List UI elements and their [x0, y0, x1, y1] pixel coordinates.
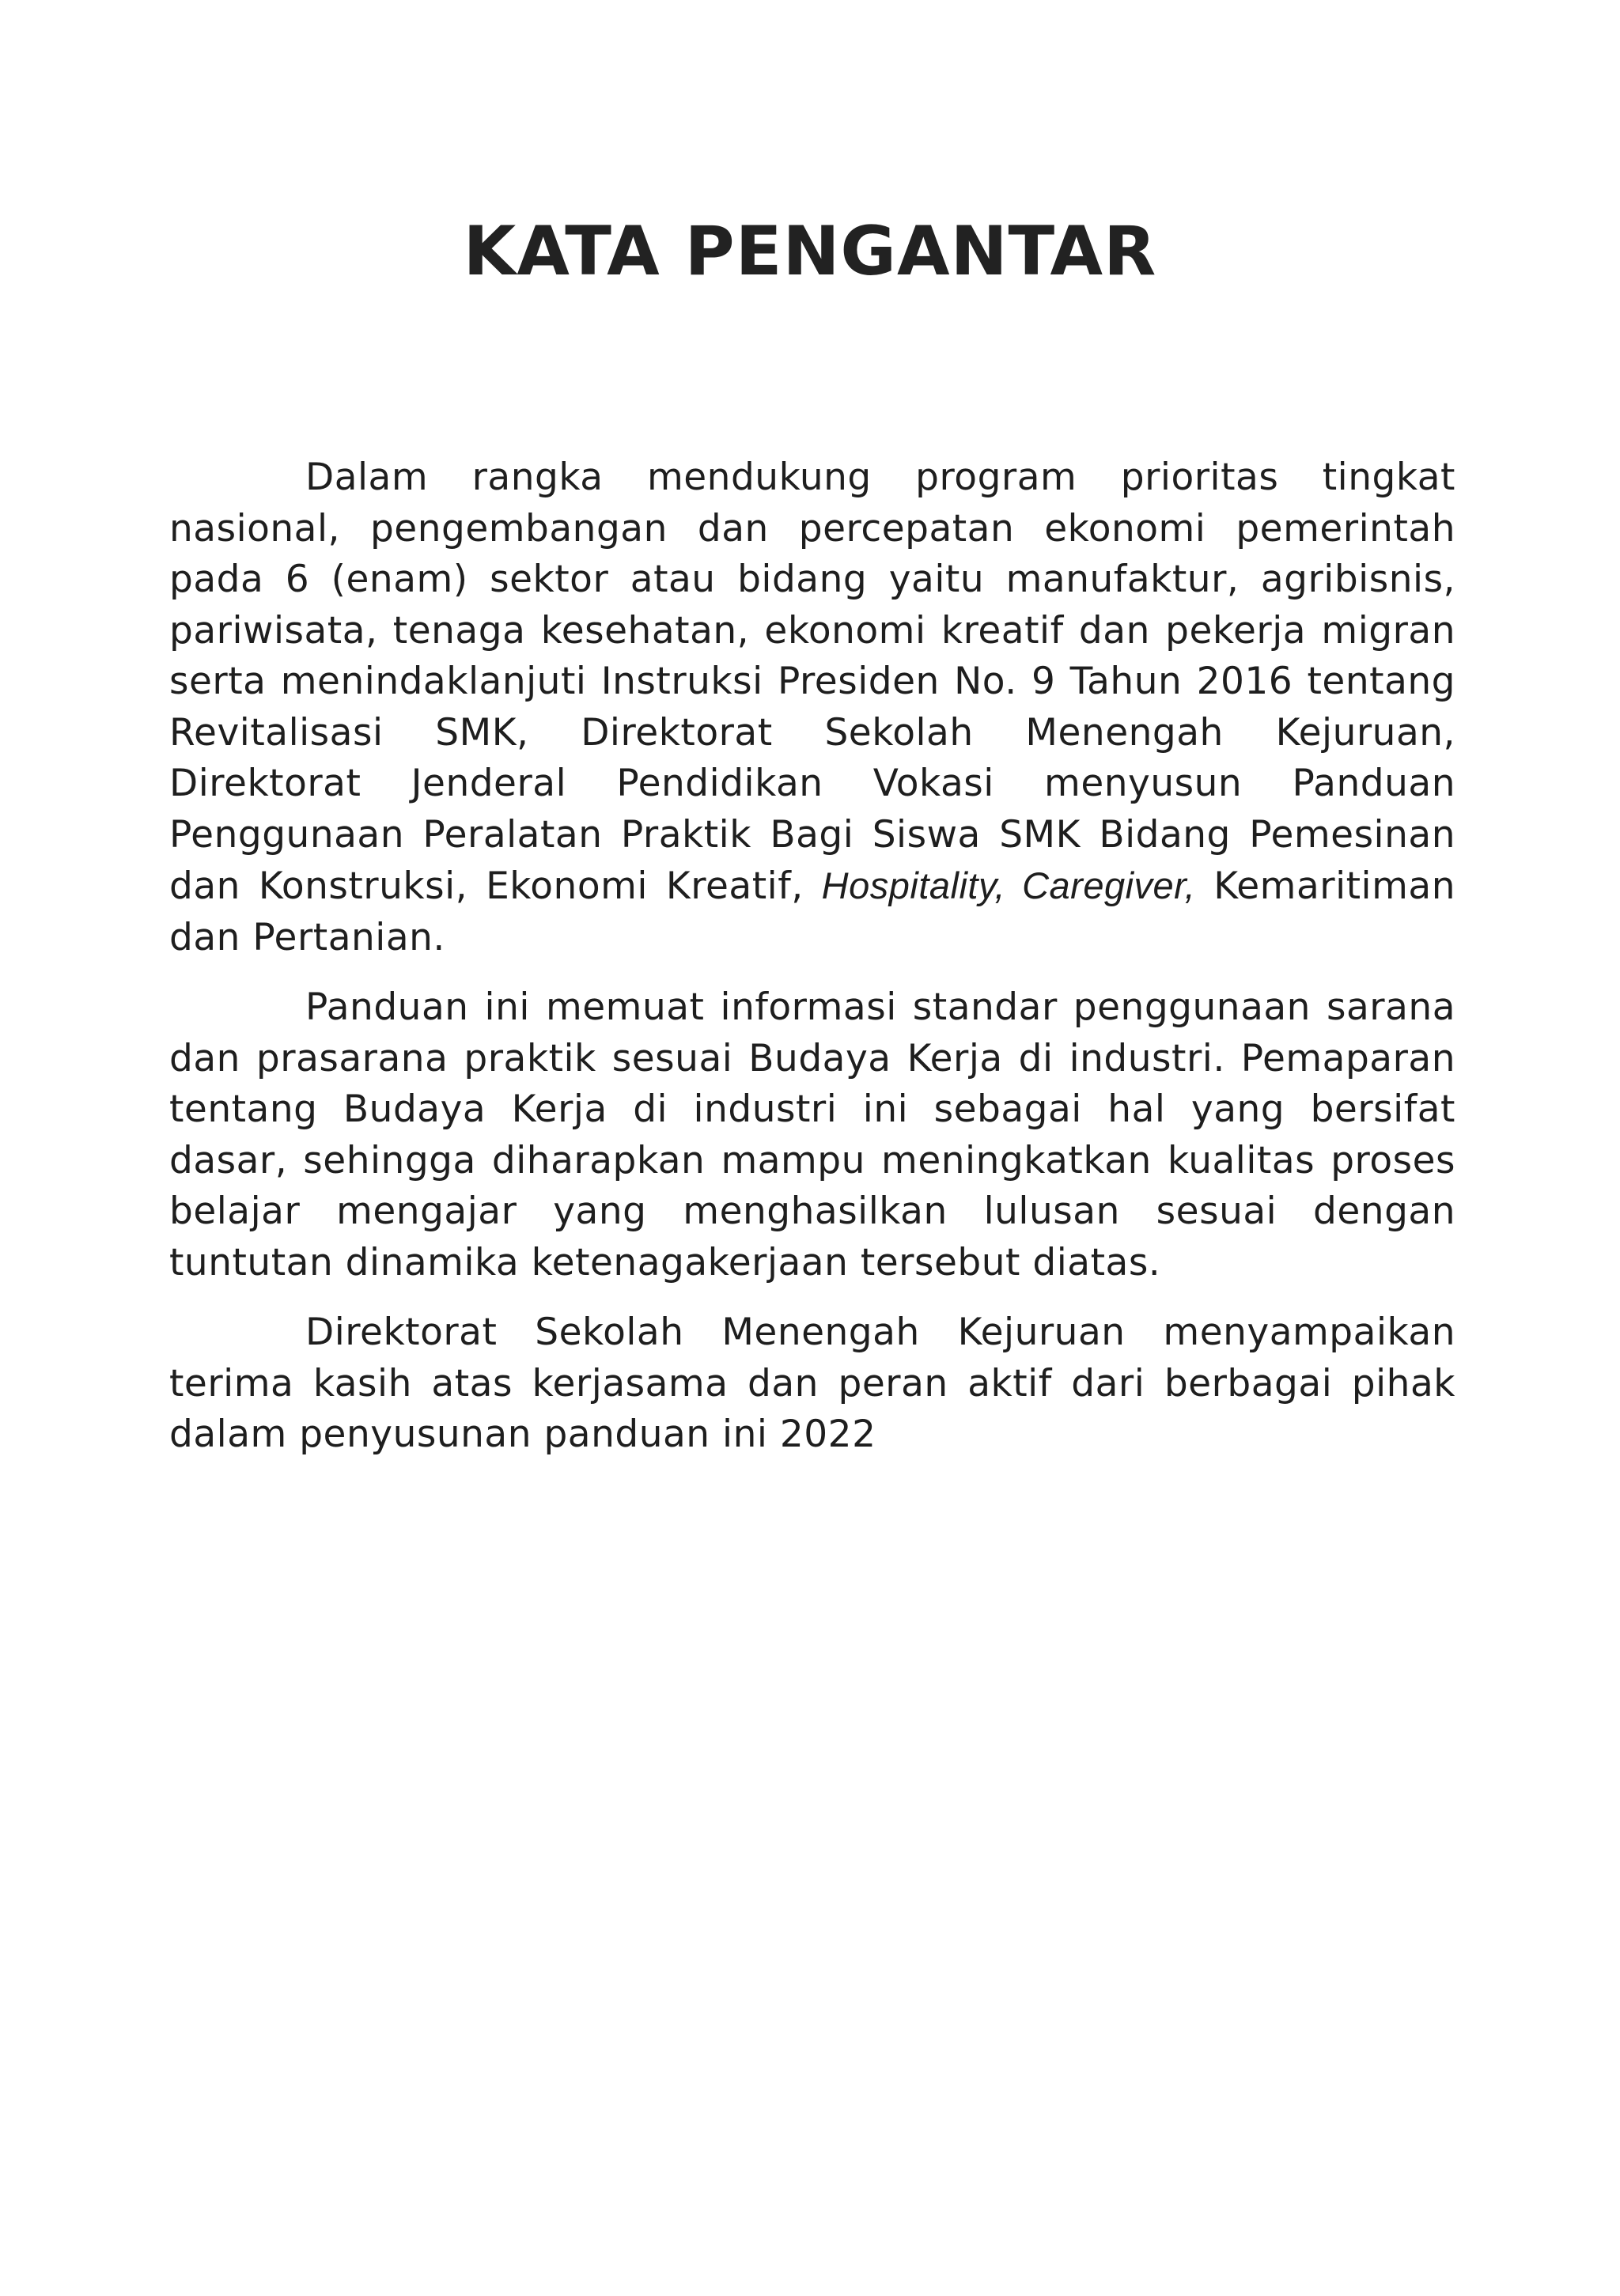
- paragraph-1-tail: Kemaritiman dan Pertanian.: [169, 864, 1455, 959]
- body-text: [169, 452, 1455, 1480]
- paragraph-1-italic-terms: Hospitality, Caregiver,: [821, 864, 1196, 906]
- page-title: KATA PENGANTAR: [463, 212, 1157, 291]
- paragraph-1: [169, 452, 1455, 963]
- paragraph-1-text: Dalam rangka mendukung program prioritas tingkat nasional, pengembangan dan percepatan ekonomi pemerintah pada 6 (enam) sektor atau bidang yaitu manufaktur, agribisnis, pariwisata, tenaga kesehatan, ekonomi kreatif dan pekerja migran serta menindaklanjuti Instruksi Presiden No. 9 Tahun 2016 tentang Revitalisasi SMK, Direktorat Sekolah Menengah Kejuruan, Direktorat Jenderal Pendidikan Vokasi menyusun Panduan Penggunaan Peralatan Praktik Bagi Siswa SMK Bidang Pemesinan dan Konstruksi, Ekonomi Kreatif,: [169, 456, 1455, 908]
- paragraph-2: [169, 982, 1455, 1288]
- paragraph-3-text: Direktorat Sekolah Menengah Kejuruan menyampaikan terima kasih atas kerjasama dan peran aktif dari berbagai pihak dalam penyusunan panduan ini 2022: [169, 1311, 1455, 1456]
- paragraph-3: [169, 1307, 1455, 1461]
- paragraph-2-text: Panduan ini memuat informasi standar penggunaan sarana dan prasarana praktik sesuai Budaya Kerja di industri. Pemaparan tentang Budaya Kerja di industri ini sebagai hal yang bersifat dasar, sehingga diharapkan mampu meningkatkan kualitas proses belajar mengajar yang menghasilkan lulusan sesuai dengan tuntutan dinamika ketenagakerjaan tersebut diatas.: [169, 985, 1455, 1284]
